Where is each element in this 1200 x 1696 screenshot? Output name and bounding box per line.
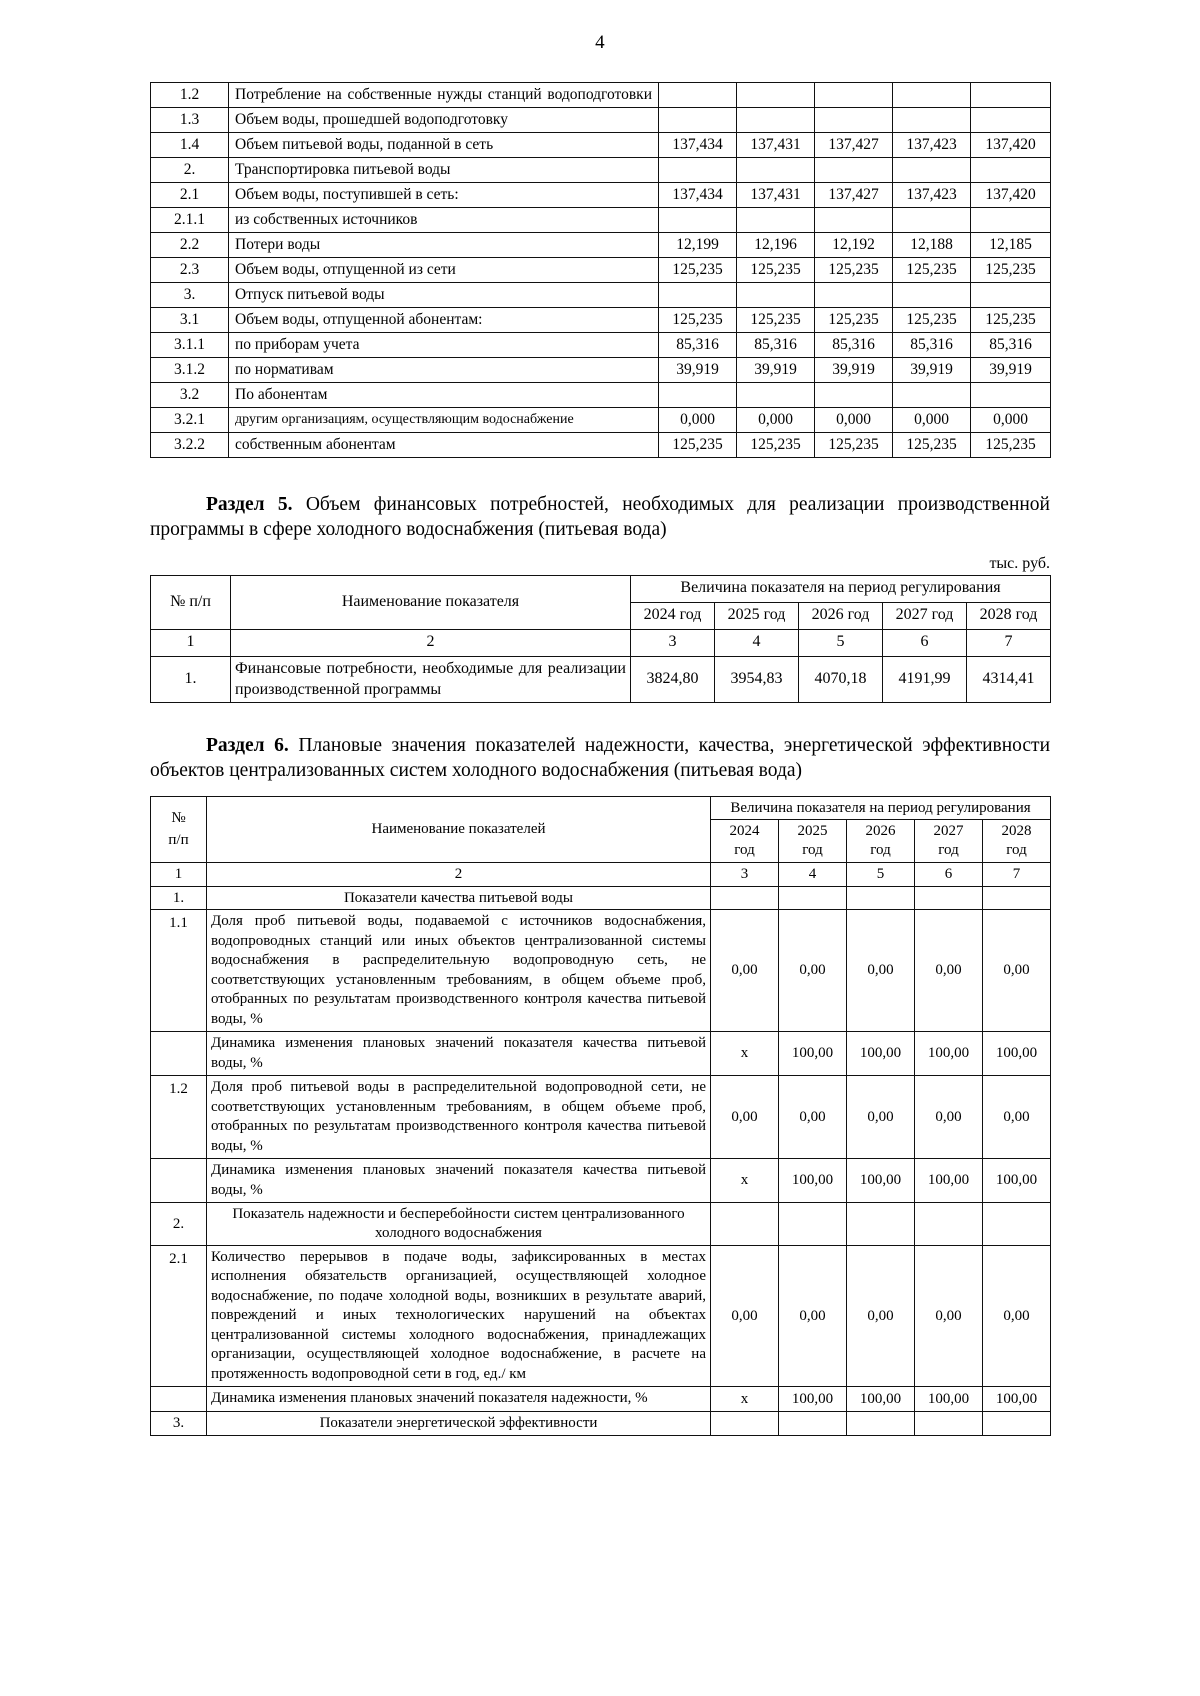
- row-index: 2.: [151, 158, 229, 183]
- cell-value: 12,196: [737, 233, 815, 258]
- section-5-heading: [150, 492, 1050, 543]
- table-row: [151, 133, 1051, 158]
- table-row: [151, 258, 1051, 283]
- cell-value: 0,00: [847, 1245, 915, 1387]
- table-financial-needs: [150, 575, 1051, 703]
- cell-value: 125,235: [893, 433, 971, 458]
- cell-value: [659, 158, 737, 183]
- row-index: 2.1: [151, 183, 229, 208]
- cell-value: 85,316: [659, 333, 737, 358]
- cell-value: 39,919: [659, 358, 737, 383]
- cell-value: 100,00: [847, 1159, 915, 1203]
- cell-value: [659, 208, 737, 233]
- row-label: По абонентам: [229, 383, 659, 408]
- col-number-6: 6: [915, 862, 983, 886]
- header-year-2025-num: 2025: [797, 823, 828, 840]
- cell-value: [711, 1203, 779, 1246]
- cell-value: [815, 108, 893, 133]
- cell-value: [737, 283, 815, 308]
- table-row: [151, 656, 1051, 702]
- cell-value: 137,431: [737, 133, 815, 158]
- header-np: [151, 796, 207, 862]
- table-row: [151, 408, 1051, 433]
- header-year-2028-unit: год: [1006, 842, 1027, 859]
- col-number-7: 7: [983, 862, 1051, 886]
- section-6-heading: [150, 733, 1050, 784]
- cell-value: [971, 383, 1051, 408]
- cell-value: 4191,99: [883, 656, 967, 702]
- cell-value: 12,192: [815, 233, 893, 258]
- cell-value: [711, 1411, 779, 1435]
- table-row: [151, 910, 1051, 1032]
- cell-value: [971, 83, 1051, 108]
- row-index: 1.4: [151, 133, 229, 158]
- row-index: 2.: [151, 1203, 207, 1246]
- cell-value: 39,919: [971, 358, 1051, 383]
- cell-value: 0,00: [711, 1245, 779, 1387]
- cell-value: [971, 158, 1051, 183]
- table-reliability-head: [151, 796, 1051, 886]
- row-label: Объем воды, прошедшей водоподготовку: [229, 108, 659, 133]
- cell-value: [847, 1203, 915, 1246]
- table-section-row: [151, 1203, 1051, 1246]
- cell-value: 0,000: [893, 408, 971, 433]
- cell-value: 125,235: [737, 258, 815, 283]
- table-row: [151, 1387, 1051, 1412]
- cell-value: [983, 886, 1051, 910]
- cell-value: [893, 83, 971, 108]
- cell-value: х: [711, 1159, 779, 1203]
- cell-value: 125,235: [971, 308, 1051, 333]
- header-year-2028-num: 2028: [1001, 823, 1032, 840]
- col-number-1: 1: [151, 629, 231, 656]
- cell-value: 0,00: [847, 1076, 915, 1159]
- cell-value: [983, 1411, 1051, 1435]
- row-index: [151, 1032, 207, 1076]
- col-number-5: 5: [847, 862, 915, 886]
- cell-value: х: [711, 1032, 779, 1076]
- table-row: [151, 358, 1051, 383]
- section-6-label: Раздел 6.: [206, 734, 289, 756]
- row-index: [151, 1159, 207, 1203]
- section-5-units: тыс. руб.: [989, 554, 1050, 572]
- header-year-2024: [711, 820, 779, 863]
- table-row: [151, 208, 1051, 233]
- cell-value: 0,00: [847, 910, 915, 1032]
- table-numbering-row: [151, 629, 1051, 656]
- cell-value: [971, 108, 1051, 133]
- cell-value: [893, 208, 971, 233]
- row-label: Объем питьевой воды, поданной в сеть: [229, 133, 659, 158]
- cell-value: 100,00: [779, 1032, 847, 1076]
- cell-value: 100,00: [847, 1032, 915, 1076]
- row-index: 1.2: [151, 1076, 207, 1159]
- cell-value: 137,431: [737, 183, 815, 208]
- cell-value: 39,919: [815, 358, 893, 383]
- row-index: 3.2: [151, 383, 229, 408]
- cell-value: 0,00: [711, 910, 779, 1032]
- col-number-3: 3: [631, 629, 715, 656]
- cell-value: 125,235: [659, 433, 737, 458]
- col-number-7: 7: [967, 629, 1051, 656]
- row-index: 1.: [151, 656, 231, 702]
- cell-value: 0,00: [779, 1076, 847, 1159]
- row-label: другим организациям, осуществляющим водоснабжение: [229, 408, 659, 433]
- cell-value: [815, 83, 893, 108]
- cell-value: 39,919: [893, 358, 971, 383]
- section-5-title: Объем финансовых потребностей, необходимых для реализации производственной программы в сфере холодного водоснабжения (питьевая вода): [150, 494, 1050, 541]
- cell-value: 3954,83: [715, 656, 799, 702]
- col-number-1: 1: [151, 862, 207, 886]
- header-period-group: Величина показателя на период регулирования: [711, 796, 1051, 820]
- cell-value: [737, 108, 815, 133]
- cell-value: 0,00: [779, 1245, 847, 1387]
- row-label: собственным абонентам: [229, 433, 659, 458]
- header-year-2025: 2025 год: [715, 602, 799, 629]
- row-label: Доля проб питьевой воды в распределительной водопроводной сети, не соответствующих установленным требованиям, в общем объеме проб, отобранных по результатам производственного контроля качества питьевой воды, %: [207, 1076, 711, 1159]
- cell-value: 125,235: [893, 258, 971, 283]
- row-label: по приборам учета: [229, 333, 659, 358]
- cell-value: [659, 283, 737, 308]
- cell-value: 100,00: [983, 1387, 1051, 1412]
- col-number-4: 4: [779, 862, 847, 886]
- cell-value: 39,919: [737, 358, 815, 383]
- table-financial-needs-body: [151, 656, 1051, 702]
- header-indicator-name: Наименование показателя: [231, 575, 631, 629]
- col-number-2: 2: [231, 629, 631, 656]
- cell-value: 137,434: [659, 133, 737, 158]
- table-row: [151, 333, 1051, 358]
- row-label: Количество перерывов в подаче воды, зафиксированных в местах исполнения обязательств организацией, осуществляющей холодное водоснабжение, по подаче холодной воды, возникших в результате аварий, повреждений и иных технологических нарушений на объектах централизованной системы холодного водоснабжения, принадлежащих организации, осуществляющей холодное водоснабжение, в расчете на протяженность водопроводной сети в год, ед./ км: [207, 1245, 711, 1387]
- cell-value: 137,420: [971, 183, 1051, 208]
- cell-value: [983, 1203, 1051, 1246]
- cell-value: [971, 283, 1051, 308]
- cell-value: 125,235: [971, 433, 1051, 458]
- cell-value: 100,00: [983, 1032, 1051, 1076]
- row-label: Объем воды, отпущенной абонентам:: [229, 308, 659, 333]
- cell-value: 0,00: [915, 1076, 983, 1159]
- cell-value: 12,188: [893, 233, 971, 258]
- table-row: [151, 83, 1051, 108]
- table-header-row: [151, 575, 1051, 602]
- row-index: 3.: [151, 1411, 207, 1435]
- header-period-group: Величина показателя на период регулирования: [631, 575, 1051, 602]
- cell-value: [737, 208, 815, 233]
- row-index: 3.: [151, 283, 229, 308]
- table-row: [151, 1032, 1051, 1076]
- cell-value: 125,235: [971, 258, 1051, 283]
- page-content: [150, 82, 1050, 1436]
- header-year-2025-unit: год: [802, 842, 823, 859]
- cell-value: 0,000: [971, 408, 1051, 433]
- cell-value: [737, 158, 815, 183]
- table-row: [151, 1159, 1051, 1203]
- cell-value: [971, 208, 1051, 233]
- cell-value: 3824,80: [631, 656, 715, 702]
- header-indicator-name: Наименование показателей: [207, 796, 711, 862]
- table-water-balance-body: [151, 83, 1051, 458]
- cell-value: 100,00: [915, 1032, 983, 1076]
- row-label: Показатели энергетической эффективности: [207, 1411, 711, 1435]
- cell-value: 0,00: [711, 1076, 779, 1159]
- row-index: 1.1: [151, 910, 207, 1032]
- header-year-2027-unit: год: [938, 842, 959, 859]
- header-year-2027: 2027 год: [883, 602, 967, 629]
- cell-value: 0,000: [659, 408, 737, 433]
- cell-value: [847, 1411, 915, 1435]
- table-row: [151, 283, 1051, 308]
- cell-value: 125,235: [737, 433, 815, 458]
- row-index: 1.2: [151, 83, 229, 108]
- cell-value: [893, 158, 971, 183]
- page-number: 4: [595, 32, 605, 53]
- table-section-row: [151, 1411, 1051, 1435]
- header-year-2024-unit: год: [734, 842, 755, 859]
- col-number-5: 5: [799, 629, 883, 656]
- row-label: Показатель надежности и бесперебойности систем централизованного холодного водоснабжения: [207, 1203, 711, 1246]
- row-label: Динамика изменения плановых значений показателя качества питьевой воды, %: [207, 1032, 711, 1076]
- cell-value: 0,000: [815, 408, 893, 433]
- table-row: [151, 433, 1051, 458]
- cell-value: 100,00: [915, 1387, 983, 1412]
- cell-value: 85,316: [815, 333, 893, 358]
- cell-value: [779, 886, 847, 910]
- cell-value: 125,235: [815, 433, 893, 458]
- row-label: из собственных источников: [229, 208, 659, 233]
- section-5-label: Раздел 5.: [206, 494, 293, 515]
- cell-value: 0,00: [983, 1076, 1051, 1159]
- cell-value: 125,235: [815, 258, 893, 283]
- cell-value: [893, 283, 971, 308]
- header-year-2024: 2024 год: [631, 602, 715, 629]
- cell-value: [779, 1203, 847, 1246]
- cell-value: 137,427: [815, 183, 893, 208]
- row-label: по нормативам: [229, 358, 659, 383]
- row-index: 2.2: [151, 233, 229, 258]
- row-index: 2.3: [151, 258, 229, 283]
- header-year-2028: 2028 год: [967, 602, 1051, 629]
- table-row: [151, 1245, 1051, 1387]
- cell-value: [659, 383, 737, 408]
- header-year-2026-num: 2026: [865, 823, 896, 840]
- cell-value: [711, 886, 779, 910]
- row-index: 3.1.1: [151, 333, 229, 358]
- cell-value: [915, 1411, 983, 1435]
- col-number-2: 2: [207, 862, 711, 886]
- col-number-6: 6: [883, 629, 967, 656]
- table-row: [151, 308, 1051, 333]
- cell-value: 137,427: [815, 133, 893, 158]
- row-index: 2.1: [151, 1245, 207, 1387]
- cell-value: 125,235: [659, 308, 737, 333]
- cell-value: 12,185: [971, 233, 1051, 258]
- cell-value: 125,235: [815, 308, 893, 333]
- cell-value: [915, 1203, 983, 1246]
- cell-value: [779, 1411, 847, 1435]
- row-label: Динамика изменения плановых значений показателя качества питьевой воды, %: [207, 1159, 711, 1203]
- cell-value: 125,235: [737, 308, 815, 333]
- cell-value: 100,00: [779, 1159, 847, 1203]
- cell-value: [815, 283, 893, 308]
- cell-value: 0,000: [737, 408, 815, 433]
- cell-value: [659, 108, 737, 133]
- cell-value: 85,316: [737, 333, 815, 358]
- table-row: [151, 233, 1051, 258]
- cell-value: 85,316: [893, 333, 971, 358]
- cell-value: 137,420: [971, 133, 1051, 158]
- table-row: [151, 383, 1051, 408]
- cell-value: [815, 208, 893, 233]
- row-label: Потери воды: [229, 233, 659, 258]
- row-index: [151, 1387, 207, 1412]
- col-number-4: 4: [715, 629, 799, 656]
- cell-value: [659, 83, 737, 108]
- header-year-2026: [847, 820, 915, 863]
- cell-value: 100,00: [983, 1159, 1051, 1203]
- row-index: 3.1: [151, 308, 229, 333]
- table-reliability-body: [151, 886, 1051, 1435]
- cell-value: [893, 383, 971, 408]
- row-label: Транспортировка питьевой воды: [229, 158, 659, 183]
- header-year-2024-num: 2024: [729, 823, 760, 840]
- table-row: [151, 183, 1051, 208]
- cell-value: 85,316: [971, 333, 1051, 358]
- row-index: 3.1.2: [151, 358, 229, 383]
- cell-value: [893, 108, 971, 133]
- row-index: 1.3: [151, 108, 229, 133]
- cell-value: 0,00: [983, 910, 1051, 1032]
- cell-value: 100,00: [779, 1387, 847, 1412]
- cell-value: 12,199: [659, 233, 737, 258]
- table-section-row: [151, 886, 1051, 910]
- row-label: Потребление на собственные нужды станций водоподготовки: [229, 83, 659, 108]
- cell-value: [915, 886, 983, 910]
- cell-value: [815, 158, 893, 183]
- row-index: 2.1.1: [151, 208, 229, 233]
- cell-value: 125,235: [659, 258, 737, 283]
- cell-value: 137,423: [893, 183, 971, 208]
- row-index: 3.2.1: [151, 408, 229, 433]
- row-label: Объем воды, отпущенной из сети: [229, 258, 659, 283]
- cell-value: [847, 886, 915, 910]
- row-index: 1.: [151, 886, 207, 910]
- cell-value: [815, 383, 893, 408]
- cell-value: 4070,18: [799, 656, 883, 702]
- header-np-line1: №: [171, 809, 186, 826]
- table-water-balance: [150, 82, 1051, 458]
- table-reliability-indicators: [150, 796, 1051, 1436]
- cell-value: 0,00: [915, 910, 983, 1032]
- table-financial-needs-head: [151, 575, 1051, 656]
- cell-value: 100,00: [915, 1159, 983, 1203]
- section-6-title: Плановые значения показателей надежности, качества, энергетической эффективности объектов централизованных систем холодного водоснабжения (питьевая вода): [150, 734, 1051, 782]
- row-label: Объем воды, поступившей в сеть:: [229, 183, 659, 208]
- table-row: [151, 108, 1051, 133]
- cell-value: 100,00: [847, 1387, 915, 1412]
- cell-value: 137,423: [893, 133, 971, 158]
- table-row: [151, 1076, 1051, 1159]
- table-header-row: [151, 796, 1051, 820]
- cell-value: 0,00: [983, 1245, 1051, 1387]
- header-np-line2: п/п: [168, 832, 189, 849]
- header-year-2026-unit: год: [870, 842, 891, 859]
- row-label: Доля проб питьевой воды, подаваемой с источников водоснабжения, водопроводных станций или иных объектов централизованной системы водоснабжения в распределительную водопроводную сеть, не соответствующих установленным требованиям, в общем объеме проб, отобранных по результатам производственного контроля качества питьевой воды, %: [207, 910, 711, 1032]
- header-year-2025: [779, 820, 847, 863]
- cell-value: [737, 83, 815, 108]
- header-year-2028: [983, 820, 1051, 863]
- cell-value: [737, 383, 815, 408]
- row-label: Отпуск питьевой воды: [229, 283, 659, 308]
- cell-value: 0,00: [915, 1245, 983, 1387]
- row-label: Динамика изменения плановых значений показателя надежности, %: [207, 1387, 711, 1412]
- header-np: № п/п: [151, 575, 231, 629]
- cell-value: х: [711, 1387, 779, 1412]
- header-year-2026: 2026 год: [799, 602, 883, 629]
- table-numbering-row: [151, 862, 1051, 886]
- table-row: [151, 158, 1051, 183]
- row-label: Финансовые потребности, необходимые для реализации производственной программы: [231, 656, 631, 702]
- row-label: Показатели качества питьевой воды: [207, 886, 711, 910]
- row-index: 3.2.2: [151, 433, 229, 458]
- header-year-2027: [915, 820, 983, 863]
- cell-value: 0,00: [779, 910, 847, 1032]
- col-number-3: 3: [711, 862, 779, 886]
- header-year-2027-num: 2027: [933, 823, 964, 840]
- cell-value: 125,235: [893, 308, 971, 333]
- cell-value: 4314,41: [967, 656, 1051, 702]
- cell-value: 137,434: [659, 183, 737, 208]
